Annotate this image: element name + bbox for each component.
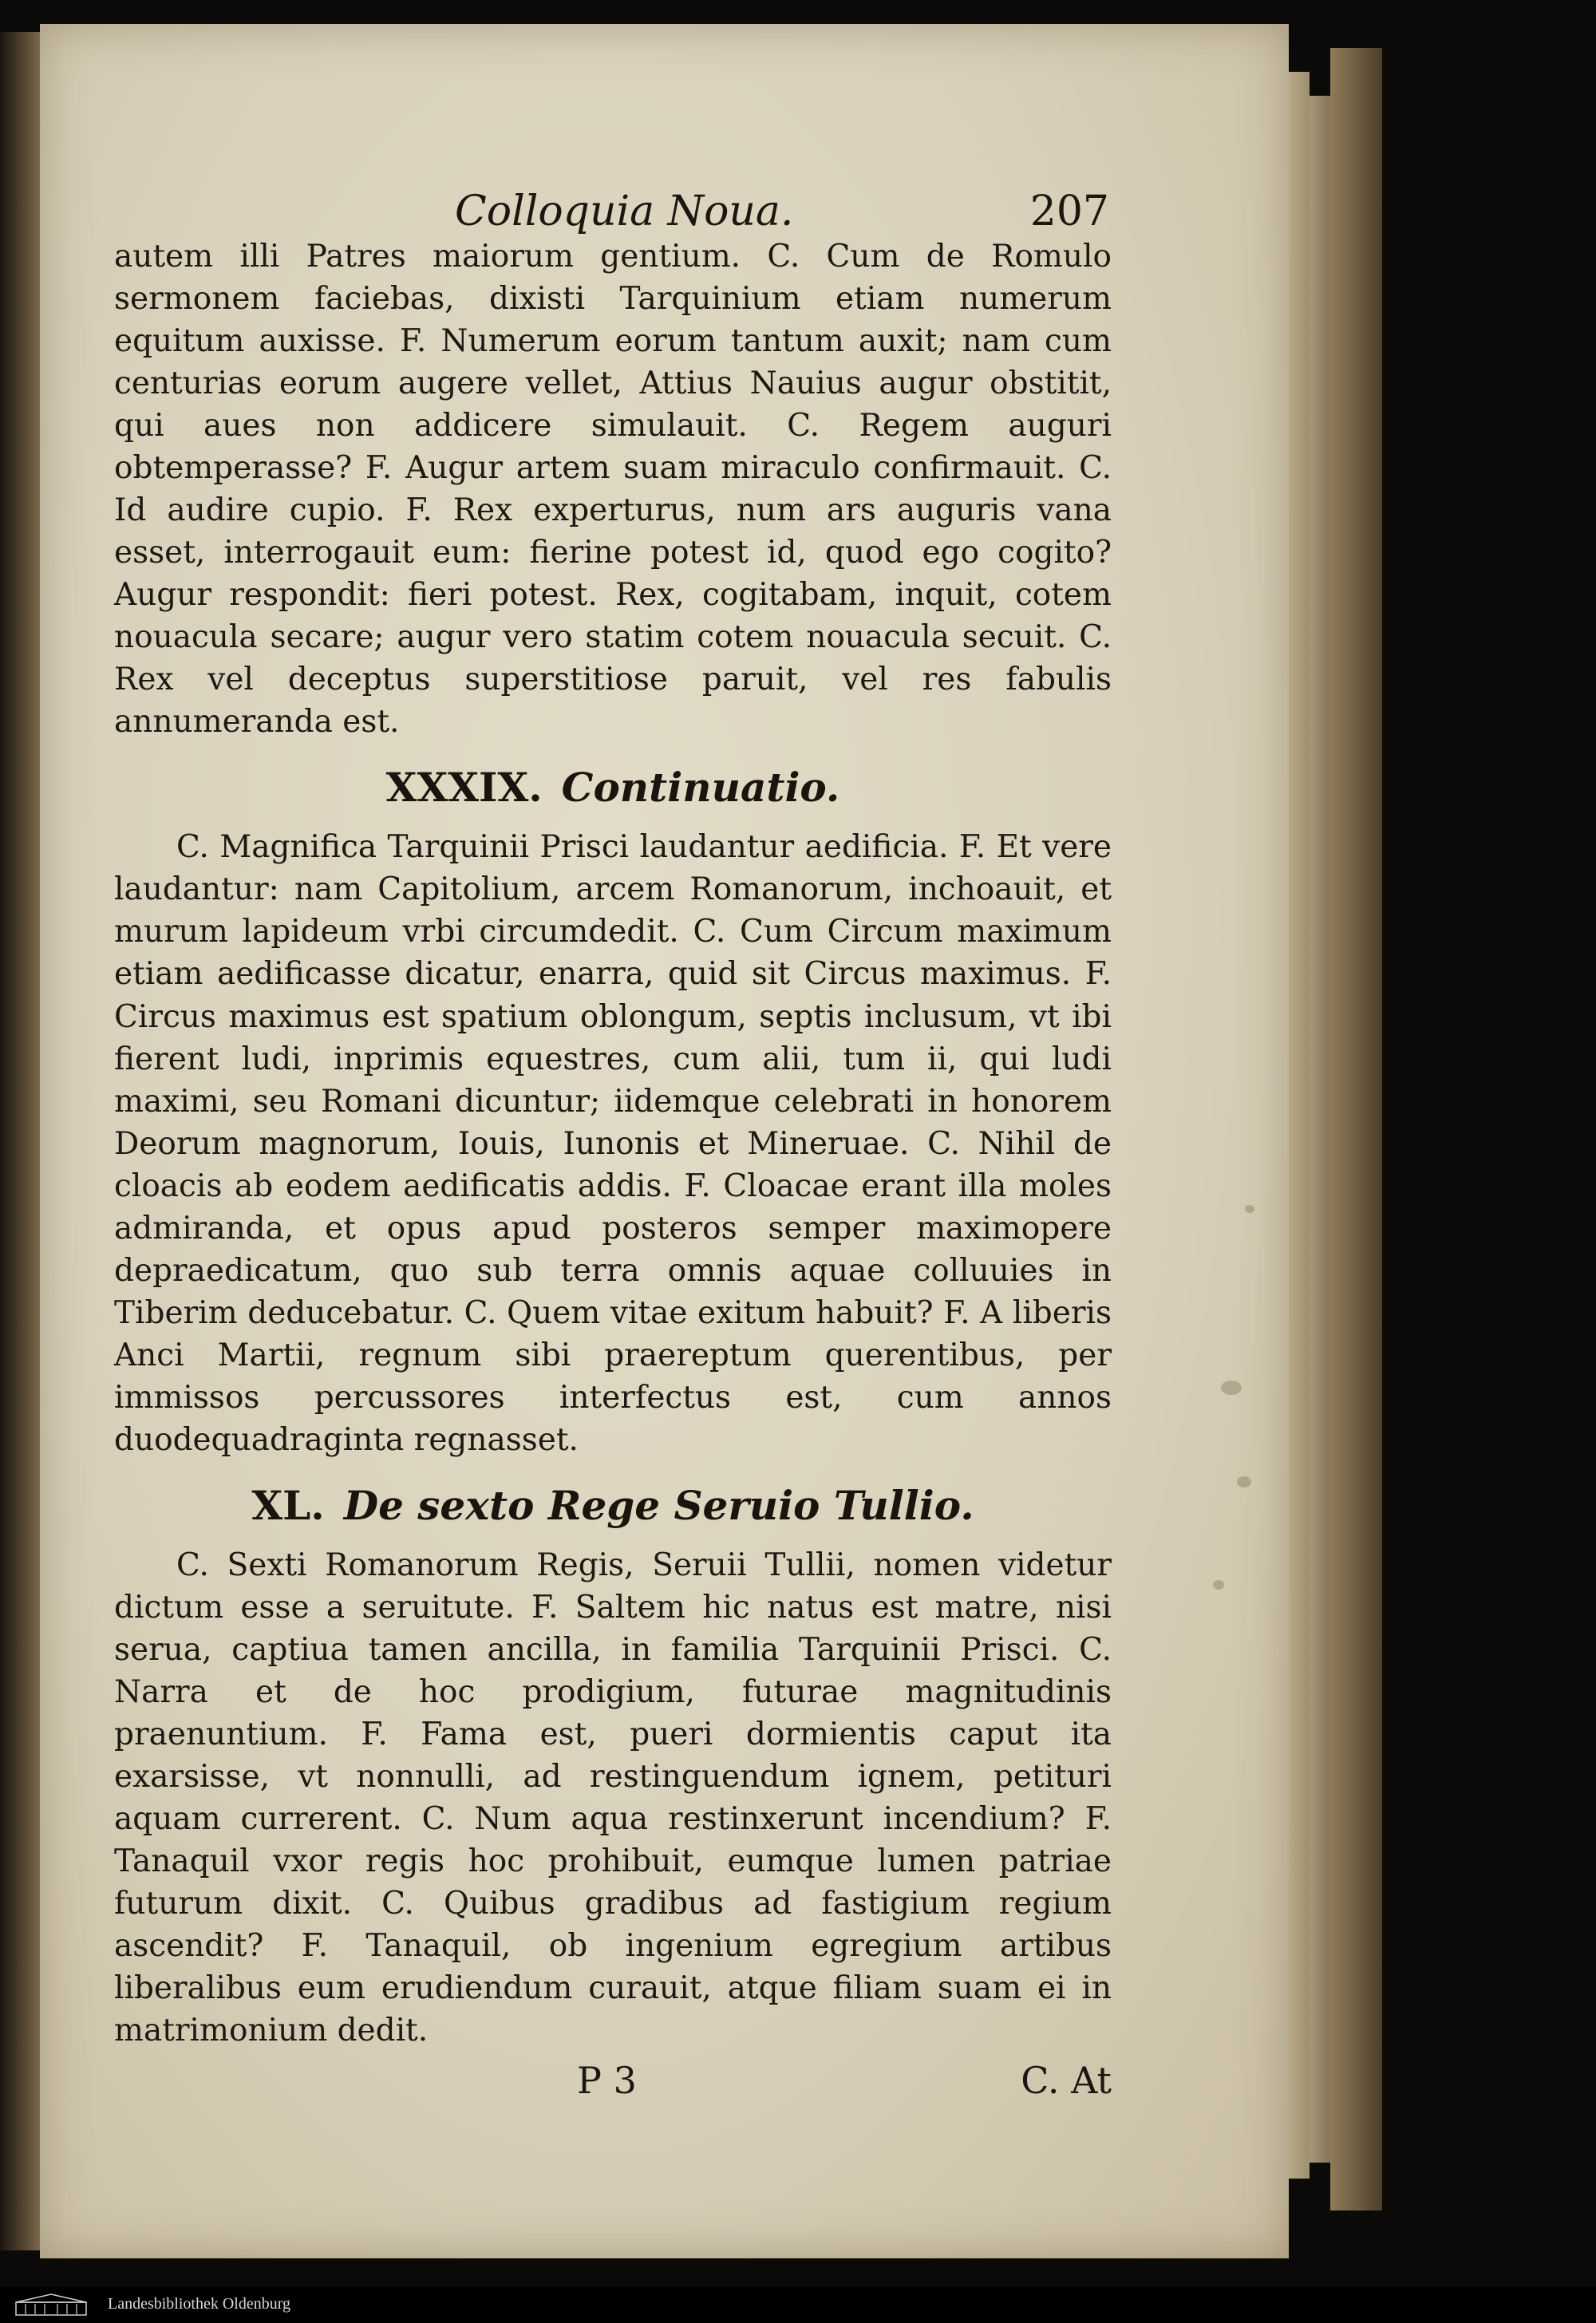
foxing-spot (1245, 1205, 1254, 1213)
foxing-spot (1221, 1381, 1242, 1395)
chapter-title: De sexto Rege Seruio Tullio. (343, 1481, 974, 1529)
page-footer (114, 2059, 1112, 2115)
running-title: Colloquia Noua. (455, 188, 794, 235)
catchword: C. At (1021, 2059, 1112, 2102)
chapter-title: Continuatio. (561, 764, 840, 812)
library-name: Landesbibliothek Oldenburg (108, 2295, 291, 2313)
library-footer-bar (0, 2287, 1596, 2323)
paragraph: autem illi Patres maiorum gentium. C. Cum de Romulo sermonem faciebas, dixisti Tarquinium etiam numerum equitum auxisse. F. Numerum eorum tantum auxit; nam cum centurias eorum augere vellet, Attius Nauius augur obstitit, qui aues non addicere simulauit. C. Regem auguri obtemperasse? F. Augur artem suam miraculo confirmauit. C. Id audire cupio. F. Rex experturus, num ars auguris vana esset, interrogauit eum: fierine potest id, quod ego cogito? Augur respondit: fieri potest. Rex, cogitabam, inquit, cotem nouacula secare; augur vero statim cotem nouacula secuit. C. Rex vel deceptus superstitiose paruit, vel res fabulis annumeranda est. (114, 239, 1112, 741)
paragraph: C. Magnifica Tarquinii Prisci laudantur aedificia. F. Et vere laudantur: nam Capitolium, arcem Romanorum, inchoauit, et murum lapideum vrbi circumdedit. C. Cum Circum maximum etiam aedificasse dicatur, enarra, quid sit Circus maximus. F. Circus maximus est spatium oblongum, septis inclusum, vt ibi fierent ludi, inprimis equestres, cum alii, tum ii, qui ludi maximi, seu Romani dicuntur; iidemque celebrati in honorem Deorum magnorum, Iouis, Iunonis et Mineruae. C. Nihil de cloacis ab eodem aedificatis addis. F. Cloacae erant illa moles admiranda, et opus apud posteros semper maximopere depraedicatum, quo sub terra omnis aquae colluuies in Tiberim deducebatur. C. Quem vitae exitum habuit? F. A liberis Anci Martii, regnum sibi praereptum querentibus, per immissos percussores interfectus est, cum annos duodequadraginta regnasset. (114, 829, 1112, 1458)
chapter-heading (114, 764, 1112, 812)
text-block (114, 235, 1112, 2052)
chapter-number: XL. (251, 1481, 325, 1529)
page-number: 207 (1029, 188, 1109, 235)
foxing-spot (1213, 1580, 1224, 1590)
foxing-spot (1237, 1476, 1251, 1487)
chapter-number: XXXIX. (385, 764, 543, 812)
page-edges-inner (1310, 96, 1330, 2163)
book-cover-edge (1330, 48, 1382, 2210)
library-building-icon (14, 2293, 88, 2317)
chapter-heading (114, 1482, 1112, 1530)
paragraph: C. Sexti Romanorum Regis, Seruii Tullii, nomen videtur dictum esse a seruitute. F. Saltem hic natus est matre, nisi serua, captiua tamen ancilla, in familia Tarquinii Prisci. C. Narra et de hoc prodigium, futurae magnitudinis praenuntium. F. Fama est, pueri dormientis caput ita exarsisse, vt nonnulli, ad restinguendum ignem, petituri aquam currerent. C. Num aqua restinxerunt incendium? F. Tanaquil vxor regis hoc prohibuit, eumque lumen patriae futurum dixit. C. Quibus gradibus ad fastigium regium ascendit? F. Tanaquil, ob ingenium egregium artibus liberalibus eum erudiendum curauit, atque filiam suam ei in matrimonium dedit. (114, 1547, 1112, 2049)
page-edges (1289, 72, 1310, 2179)
signature-mark: P 3 (577, 2059, 637, 2102)
